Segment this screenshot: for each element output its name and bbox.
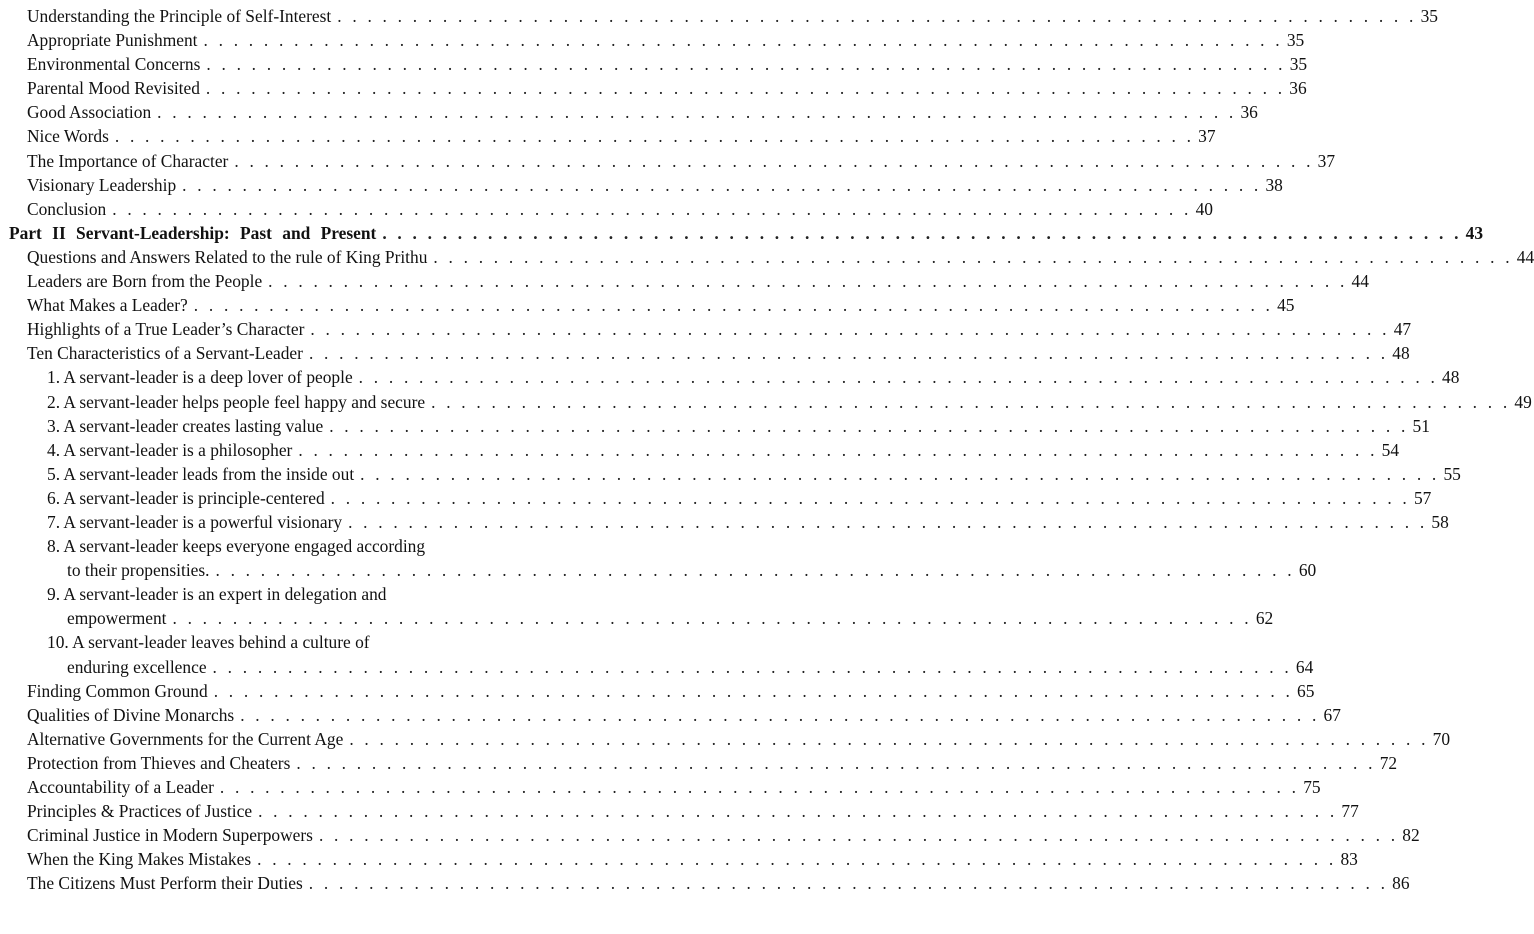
toc-entry[interactable] [0, 655, 1314, 679]
toc-entry[interactable] [0, 438, 1400, 462]
toc-entry[interactable] [0, 245, 1534, 269]
toc-entry-title: Criminal Justice in Modern Superpowers [27, 825, 313, 846]
toc-entry-page: 54 [1381, 439, 1400, 460]
dot-leader: . . . . . . . . . . . . . . . . . . . . . . . . . . . . . . . . . . . . . . . . . . . . . . . . . . . . . . . . . . . . . . . . . . . . . . . . [358, 367, 1438, 388]
dot-leader: . . . . . . . . . . . . . . . . . . . . . . . . . . . . . . . . . . . . . . . . . . . . . . . . . . . . . . . . . . . . . . . . . . . . . . . . [318, 825, 1399, 846]
toc-entry-title: 8. A servant-leader keeps everyone engaged according [47, 536, 426, 557]
dot-leader: . . . . . . . . . . . . . . . . . . . . . . . . . . . . . . . . . . . . . . . . . . . . . . . . . . . . . . . . . . . . . . . . . . . . . . . . [206, 54, 1286, 75]
dot-leader: . . . . . . . . . . . . . . . . . . . . . . . . . . . . . . . . . . . . . . . . . . . . . . . . . . . . . . . . . . . . . . . . . . . . . . . . [349, 728, 1429, 749]
toc-entry[interactable] [0, 221, 1484, 245]
toc-entry-page: 37 [1198, 126, 1216, 147]
toc-entry-title: The Citizens Must Perform their Duties [27, 873, 303, 894]
toc-entry-title: 2. A servant-leader helps people feel happy and secure [47, 391, 426, 412]
dot-leader: . . . . . . . . . . . . . . . . . . . . . . . . . . . . . . . . . . . . . . . . . . . . . . . . . . . . . . . . . . . . . . . . . . . . . . . . [203, 30, 1283, 51]
toc-entry-title: Part II Servant-Leadership: Past and Present [9, 222, 377, 243]
dot-leader: . . . . . . . . . . . . . . . . . . . . . . . . . . . . . . . . . . . . . . . . . . . . . . . . . . . . . . . . . . . . . . . . . . . . . . . . [172, 608, 1252, 629]
toc-entry[interactable] [0, 28, 1305, 52]
toc-entry-title: Questions and Answers Related to the rule of King Prithu [27, 246, 428, 267]
dot-leader: . . . . . . . . . . . . . . . . . . . . . . . . . . . . . . . . . . . . . . . . . . . . . . . . . . . . . . . . . . . . . . . . . . . . . . . . [215, 560, 1295, 581]
toc-entry[interactable] [0, 173, 1283, 197]
toc-entry[interactable] [0, 775, 1321, 799]
toc-entry-title: Highlights of a True Leader’s Character [27, 319, 305, 340]
dot-leader: . . . . . . . . . . . . . . . . . . . . . . . . . . . . . . . . . . . . . . . . . . . . . . . . . . . . . . . . . . . . . . . . . . . . . . . . [205, 78, 1286, 99]
dot-leader: . . . . . . . . . . . . . . . . . . . . . . . . . . . . . . . . . . . . . . . . . . . . . . . . . . . . . . . . . . . . . . . . . . . . . . . . [308, 873, 1389, 894]
dot-leader: . . . . . . . . . . . . . . . . . . . . . . . . . . . . . . . . . . . . . . . . . . . . . . . . . . . . . . . . . . . . . . . . . . . . . . . . [240, 704, 1320, 725]
toc-entry-title: What Makes a Leader? [27, 295, 188, 316]
dot-leader: . . . . . . . . . . . . . . . . . . . . . . . . . . . . . . . . . . . . . . . . . . . . . . . . . . . . . . . . . . . . . . . . . . . . . . . . [114, 126, 1195, 147]
toc-entry-page: 86 [1392, 873, 1410, 894]
toc-entry-title: to their propensities. [67, 560, 210, 581]
toc-entry-page: 62 [1255, 608, 1274, 629]
dot-leader: . . . . . . . . . . . . . . . . . . . . . . . . . . . . . . . . . . . . . . . . . . . . . . . . . . . . . . . . . . . . . . . . . . . . . . . . [330, 487, 1410, 508]
toc-entry[interactable] [0, 52, 1308, 76]
dot-leader: . . . . . . . . . . . . . . . . . . . . . . . . . . . . . . . . . . . . . . . . . . . . . . . . . . . . . . . . . . . . . . . . . . . . . . . . [258, 801, 1338, 822]
toc-entry[interactable] [0, 269, 1369, 293]
toc-entry[interactable] [0, 341, 1410, 365]
toc-entry-title: Ten Characteristics of a Servant-Leader [27, 343, 303, 364]
toc-entry[interactable] [0, 703, 1341, 727]
dot-leader: . . . . . . . . . . . . . . . . . . . . . . . . . . . . . . . . . . . . . . . . . . . . . . . . . . . . . . . . . . . . . . . . . . . . . . . . [298, 439, 1378, 460]
toc-entry-title: enduring excellence [67, 656, 207, 677]
dot-leader: . . . . . . . . . . . . . . . . . . . . . . . . . . . . . . . . . . . . . . . . . . . . . . . . . . . . . . . . . . . . . . . . . . . . . . . . [382, 222, 1462, 243]
toc-entry[interactable] [0, 124, 1216, 148]
dot-leader: . . . . . . . . . . . . . . . . . . . . . . . . . . . . . . . . . . . . . . . . . . . . . . . . . . . . . . . . . . . . . . . . . . . . . . . . [431, 391, 1511, 412]
toc-entry[interactable] [0, 486, 1432, 510]
toc-entry-title: When the King Makes Mistakes [27, 849, 252, 870]
toc-entry[interactable] [0, 293, 1295, 317]
dot-leader: . . . . . . . . . . . . . . . . . . . . . . . . . . . . . . . . . . . . . . . . . . . . . . . . . . . . . . . . . . . . . . . . . . . . . . . . [257, 849, 1337, 870]
toc-entry-wrap-line [0, 582, 600, 606]
toc-entry-title: Nice Words [27, 126, 109, 147]
toc-entry[interactable] [0, 823, 1420, 847]
toc-entry-page: 83 [1340, 849, 1358, 870]
toc-entry[interactable] [0, 462, 1461, 486]
toc-entry-page: 36 [1240, 102, 1258, 123]
toc-entry[interactable] [0, 751, 1398, 775]
toc-entry-page: 64 [1295, 656, 1314, 677]
toc-entry-wrap-line [0, 630, 600, 654]
toc-entry-page: 49 [1514, 391, 1532, 412]
toc-entry[interactable] [0, 679, 1315, 703]
dot-leader: . . . . . . . . . . . . . . . . . . . . . . . . . . . . . . . . . . . . . . . . . . . . . . . . . . . . . . . . . . . . . . . . . . . . . . . . [337, 6, 1417, 26]
toc-entry-wrap-line [0, 534, 600, 558]
toc-entry-page: 47 [1393, 319, 1412, 340]
toc-entry[interactable] [0, 317, 1412, 341]
toc-entry[interactable] [0, 606, 1274, 630]
toc-entry-page: 65 [1297, 680, 1315, 701]
toc-entry[interactable] [0, 510, 1449, 534]
toc-entry[interactable] [0, 149, 1336, 173]
dot-leader: . . . . . . . . . . . . . . . . . . . . . . . . . . . . . . . . . . . . . . . . . . . . . . . . . . . . . . . . . . . . . . . . . . . . . . . . [308, 343, 1389, 364]
toc-entry[interactable] [0, 390, 1532, 414]
toc-entry-title: 9. A servant-leader is an expert in delegation and [47, 584, 387, 605]
toc-entry[interactable] [0, 4, 1438, 28]
toc-entry-page: 38 [1265, 174, 1283, 195]
dot-leader: . . . . . . . . . . . . . . . . . . . . . . . . . . . . . . . . . . . . . . . . . . . . . . . . . . . . . . . . . . . . . . . . . . . . . . . . [268, 271, 1348, 292]
toc-entry-page: 48 [1392, 343, 1410, 364]
dot-leader: . . . . . . . . . . . . . . . . . . . . . . . . . . . . . . . . . . . . . . . . . . . . . . . . . . . . . . . . . . . . . . . . . . . . . . . . [329, 415, 1409, 436]
toc-entry[interactable] [0, 558, 1317, 582]
toc-entry-page: 82 [1402, 825, 1420, 846]
toc-entry-title: Accountability of a Leader [27, 777, 214, 797]
toc-entry-title: Visionary Leadership [27, 174, 177, 195]
toc-entry-title: empowerment [67, 608, 167, 629]
toc-entry-title: 5. A servant-leader leads from the inside out [47, 463, 355, 484]
toc-entry[interactable] [0, 414, 1430, 438]
toc-entry-page: 35 [1420, 6, 1438, 26]
toc-entry-page: 44 [1516, 246, 1534, 267]
toc-entry-page: 43 [1465, 222, 1484, 243]
toc-entry-title: Principles & Practices of Justice [27, 801, 253, 822]
toc-entry-title: Conclusion [27, 198, 107, 219]
toc-entry[interactable] [0, 871, 1410, 895]
toc-entry-title: Appropriate Punishment [27, 30, 198, 51]
toc-entry-page: 35 [1286, 30, 1305, 51]
toc-entry-page: 70 [1432, 728, 1451, 749]
toc-entry-title: Qualities of Divine Monarchs [27, 704, 235, 725]
toc-entry-title: 4. A servant-leader is a philosopher [47, 439, 293, 460]
dot-leader: . . . . . . . . . . . . . . . . . . . . . . . . . . . . . . . . . . . . . . . . . . . . . . . . . . . . . . . . . . . . . . . . . . . . . . . . [157, 102, 1237, 123]
dot-leader: . . . . . . . . . . . . . . . . . . . . . . . . . . . . . . . . . . . . . . . . . . . . . . . . . . . . . . . . . . . . . . . . . . . . . . . . [112, 198, 1192, 219]
dot-leader: . . . . . . . . . . . . . . . . . . . . . . . . . . . . . . . . . . . . . . . . . . . . . . . . . . . . . . . . . . . . . . . . . . . . . . . . [433, 246, 1513, 267]
dot-leader: . . . . . . . . . . . . . . . . . . . . . . . . . . . . . . . . . . . . . . . . . . . . . . . . . . . . . . . . . . . . . . . . . . . . . . . . [212, 656, 1292, 677]
toc-entry-title: Environmental Concerns [27, 54, 201, 75]
toc-entry[interactable] [0, 847, 1358, 871]
toc-entry-page: 36 [1289, 78, 1307, 99]
toc-entry-page: 57 [1413, 487, 1432, 508]
dot-leader: . . . . . . . . . . . . . . . . . . . . . . . . . . . . . . . . . . . . . . . . . . . . . . . . . . . . . . . . . . . . . . . . . . . . . . . . [219, 777, 1300, 797]
dot-leader: . . . . . . . . . . . . . . . . . . . . . . . . . . . . . . . . . . . . . . . . . . . . . . . . . . . . . . . . . . . . . . . . . . . . . . . . [234, 150, 1314, 171]
toc-entry-title: Understanding the Principle of Self-Interest [27, 6, 332, 26]
toc-entry-page: 60 [1298, 560, 1317, 581]
toc-entry-page: 45 [1277, 295, 1295, 316]
dot-leader: . . . . . . . . . . . . . . . . . . . . . . . . . . . . . . . . . . . . . . . . . . . . . . . . . . . . . . . . . . . . . . . . . . . . . . . . [182, 174, 1262, 195]
dot-leader: . . . . . . . . . . . . . . . . . . . . . . . . . . . . . . . . . . . . . . . . . . . . . . . . . . . . . . . . . . . . . . . . . . . . . . . . [310, 319, 1390, 340]
toc-entry-page: 37 [1317, 150, 1336, 171]
toc-entry[interactable] [0, 727, 1451, 751]
toc-entry[interactable] [0, 197, 1213, 221]
dot-leader: . . . . . . . . . . . . . . . . . . . . . . . . . . . . . . . . . . . . . . . . . . . . . . . . . . . . . . . . . . . . . . . . . . . . . . . . [360, 463, 1440, 484]
toc-entry[interactable] [0, 100, 1258, 124]
toc-entry-page: 58 [1431, 511, 1449, 532]
toc-entry-page: 67 [1323, 704, 1341, 725]
toc-entry-page: 48 [1442, 367, 1460, 388]
toc-entry-title: The Importance of Character [27, 150, 229, 171]
toc-entry-page: 55 [1443, 463, 1461, 484]
toc-entry-title: Alternative Governments for the Current Age [27, 728, 344, 749]
dot-leader: . . . . . . . . . . . . . . . . . . . . . . . . . . . . . . . . . . . . . . . . . . . . . . . . . . . . . . . . . . . . . . . . . . . . . . . . [348, 511, 1428, 532]
toc-entry-page: 77 [1341, 801, 1359, 822]
toc-entry-title: Finding Common Ground [27, 680, 208, 701]
toc-entry[interactable] [0, 799, 1359, 823]
toc-entry-page: 35 [1289, 54, 1308, 75]
toc-entry-title: 3. A servant-leader creates lasting value [47, 415, 324, 436]
toc-entry-page: 75 [1303, 777, 1321, 797]
toc-entry-page: 44 [1351, 271, 1369, 292]
toc-entry[interactable] [0, 365, 1460, 389]
toc-entry-title: Protection from Thieves and Cheaters [27, 752, 291, 773]
toc-entry[interactable] [0, 76, 1307, 100]
toc-entry-page: 40 [1195, 198, 1213, 219]
toc-entry-title: 6. A servant-leader is principle-centered [47, 487, 325, 508]
toc-entry-title: 10. A servant-leader leaves behind a culture of [47, 632, 370, 653]
toc-entry-title: 1. A servant-leader is a deep lover of people [47, 367, 353, 388]
toc-entry-page: 72 [1379, 752, 1398, 773]
dot-leader: . . . . . . . . . . . . . . . . . . . . . . . . . . . . . . . . . . . . . . . . . . . . . . . . . . . . . . . . . . . . . . . . . . . . . . . . [296, 752, 1376, 773]
toc-entry-title: Good Association [27, 102, 152, 123]
toc-entry-title: Leaders are Born from the People [27, 271, 263, 292]
toc-entry-page: 51 [1412, 415, 1430, 436]
toc-entry-title: 7. A servant-leader is a powerful visionary [47, 511, 343, 532]
toc-entry-title: Parental Mood Revisited [27, 78, 200, 99]
dot-leader: . . . . . . . . . . . . . . . . . . . . . . . . . . . . . . . . . . . . . . . . . . . . . . . . . . . . . . . . . . . . . . . . . . . . . . . . [193, 295, 1274, 316]
dot-leader: . . . . . . . . . . . . . . . . . . . . . . . . . . . . . . . . . . . . . . . . . . . . . . . . . . . . . . . . . . . . . . . . . . . . . . . . [213, 680, 1294, 701]
